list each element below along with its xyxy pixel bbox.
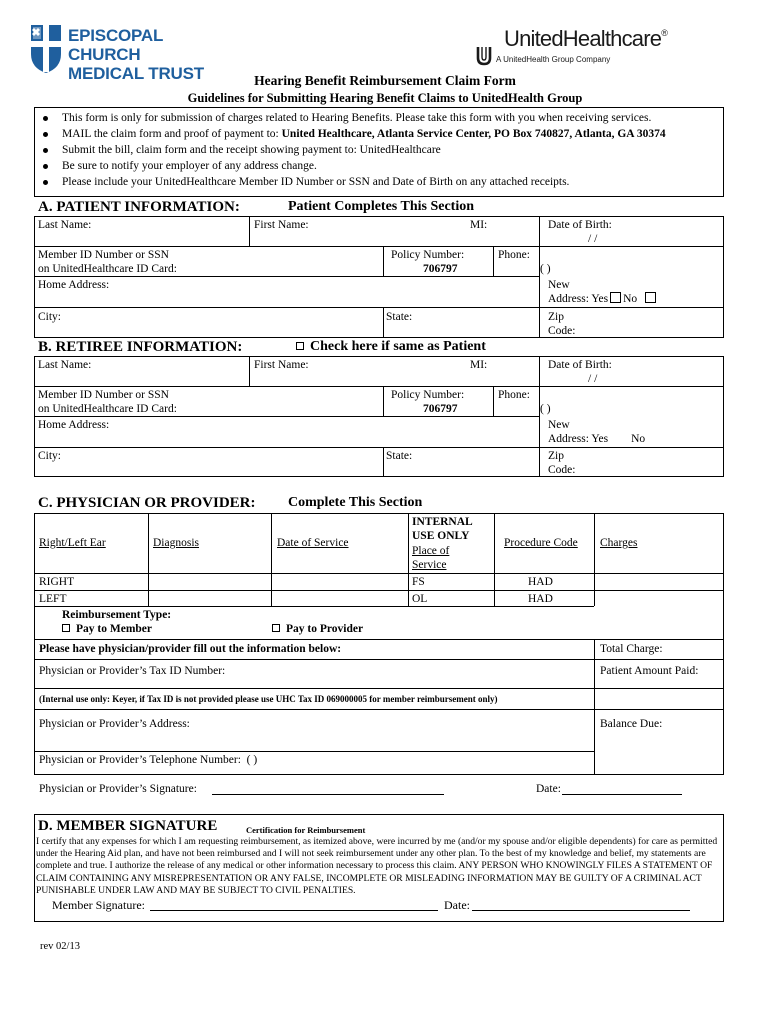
- form-subtitle: Guidelines for Submitting Hearing Benefit Claims to UnitedHealth Group: [187, 91, 583, 105]
- total-charge-label: Total Charge:: [600, 643, 663, 655]
- retiree-new-address-option: Address: Yes No: [548, 433, 646, 445]
- section-d-subheading: Certification for Reimbursement: [246, 825, 366, 835]
- patient-last-name-input[interactable]: [36, 232, 246, 244]
- table-row-pos: FS: [412, 576, 425, 588]
- patient-last-name-label: Last Name:: [38, 219, 92, 231]
- col-header-internal-1: INTERNAL: [412, 516, 473, 528]
- table-row-code: HAD: [528, 593, 553, 605]
- section-b-same-as-patient: Check here if same as Patient: [296, 339, 486, 355]
- section-c-heading: C. PHYSICIAN OR PROVIDER:: [38, 495, 256, 511]
- tax-id-label: Physician or Provider’s Tax ID Number:: [39, 665, 226, 677]
- provider-date-label: Date:: [536, 783, 561, 795]
- reimbursement-type-label: Reimbursement Type:: [62, 609, 172, 621]
- logo-line-1: EPISCOPAL CHURCH: [68, 26, 163, 64]
- guideline-item: Please include your UnitedHealthcare Member ID Number or SSN and Date of Birth on any attached receipts.: [38, 174, 666, 190]
- col-header-ear: Right/Left Ear: [39, 537, 106, 549]
- col-header-procedure: Procedure Code: [504, 537, 578, 549]
- patient-first-name-input[interactable]: [252, 232, 462, 244]
- patient-phone-parens: ( ): [540, 263, 551, 275]
- patient-new-address-no-checkbox[interactable]: [645, 292, 656, 303]
- episcopal-church-medical-trust-logo: [30, 24, 230, 83]
- retiree-new-label: New: [548, 419, 570, 431]
- patient-dob-slashes: / /: [588, 233, 598, 245]
- retiree-mi-label: MI:: [470, 359, 488, 371]
- patient-code-label: Code:: [548, 325, 576, 337]
- retiree-member-id-label-2: on UnitedHealthcare ID Card:: [38, 403, 177, 415]
- table-row-ear: RIGHT: [39, 576, 75, 588]
- retiree-first-name-label: First Name:: [254, 359, 309, 371]
- retiree-dob-label: Date of Birth:: [548, 359, 612, 371]
- guidelines-list: [38, 110, 666, 190]
- uhc-u-icon: [476, 46, 492, 66]
- internal-tax-id-note: (Internal use only: Keyer, if Tax ID is not provided please use UHC Tax ID 069000005 for member reimbursement only): [39, 694, 498, 704]
- col-header-place-2: Service: [412, 559, 447, 571]
- patient-dob-label: Date of Birth:: [548, 219, 612, 231]
- section-d-heading: D. MEMBER SIGNATURE: [38, 818, 218, 834]
- provider-date-line[interactable]: [562, 794, 682, 795]
- pay-to-member-checkbox[interactable]: [62, 624, 70, 632]
- same-as-patient-checkbox[interactable]: [296, 342, 304, 350]
- patient-home-address-label: Home Address:: [38, 279, 110, 291]
- retiree-zip-label: Zip: [548, 450, 564, 462]
- section-a-subheading: Patient Completes This Section: [288, 199, 475, 214]
- provider-fill-out-instruction: Please have physician/provider fill out the information below:: [39, 643, 342, 655]
- retiree-dob-slashes: / /: [588, 373, 598, 385]
- unitedhealthcare-logo: [474, 26, 694, 70]
- table-row-code: HAD: [528, 576, 553, 588]
- member-signature-label: Member Signature:: [52, 898, 145, 912]
- patient-policy-label: Policy Number:: [391, 249, 465, 261]
- patient-state-label: State:: [386, 311, 413, 323]
- retiree-state-label: State:: [386, 450, 413, 462]
- col-header-diagnosis: Diagnosis: [153, 537, 199, 549]
- member-date-label: Date:: [444, 898, 470, 912]
- pay-to-provider-checkbox[interactable]: [272, 624, 280, 632]
- retiree-member-id-label-1: Member ID Number or SSN: [38, 389, 169, 401]
- table-row-pos: OL: [412, 593, 428, 605]
- patient-new-address-yes-checkbox[interactable]: [610, 292, 621, 303]
- provider-telephone-label: Physician or Provider’s Telephone Number: ( ): [39, 754, 258, 766]
- col-header-date-of-service: Date of Service: [277, 537, 349, 549]
- retiree-policy-label: Policy Number:: [391, 389, 465, 401]
- logo-line-2: MEDICAL TRUST: [68, 64, 204, 83]
- section-c-subheading: Complete This Section: [288, 495, 423, 510]
- retiree-city-label: City:: [38, 450, 62, 462]
- patient-zip-label: Zip: [548, 311, 564, 323]
- uhc-tagline: A UnitedHealth Group Company: [496, 55, 611, 64]
- patient-phone-label: Phone:: [498, 249, 530, 261]
- patient-first-name-label: First Name:: [254, 219, 309, 231]
- patient-member-id-label-1: Member ID Number or SSN: [38, 249, 169, 261]
- patient-amount-paid-label: Patient Amount Paid:: [600, 665, 699, 677]
- section-a-heading: A. PATIENT INFORMATION:: [38, 199, 240, 215]
- member-date-line[interactable]: [472, 910, 690, 911]
- mail-address: United Healthcare, Atlanta Service Center, PO Box 740827, Atlanta, GA 30374: [281, 128, 666, 140]
- retiree-home-address-label: Home Address:: [38, 419, 110, 431]
- retiree-phone-label: Phone:: [498, 389, 530, 401]
- patient-new-label: New: [548, 279, 570, 291]
- patient-city-label: City:: [38, 311, 62, 323]
- certification-text: I certify that any expenses for which I am requesting reimbursement, as itemized above, were incurred by me (and/or my spouse and/or eligible dependents) for care as permitted under the Hearing Aid plan, and have not been reimbursed and I will not seek reimbursement under any other plan. To the best of my knowledge and belief, my statements are complete and true. I authorize the release of any medical or other information necessary to process this claim. ANY PERSON WHO KNOWINGLY FILES A STATEMENT OF CLAIM CONTAINING ANY MISREPRESENTATION OR ANY FALSE, INCOMPLETE OR MISLEADING INFORMATION MAY BE GUILTY OF A CRIMINAL ACT PUNISHABLE UNDER LAW AND MAY BE SUBJECT TO CIVIL PENALTIES.: [36, 836, 718, 896]
- patient-member-id-label-2: on UnitedHealthcare ID Card:: [38, 263, 177, 275]
- member-signature-line[interactable]: [150, 910, 438, 911]
- pay-to-provider-option[interactable]: Pay to Provider: [272, 622, 363, 636]
- balance-due-label: Balance Due:: [600, 718, 663, 730]
- section-b-heading: B. RETIREE INFORMATION:: [38, 339, 243, 355]
- uhc-brand-name: UnitedHealthcare®: [504, 26, 668, 51]
- col-header-charges: Charges: [600, 537, 638, 549]
- provider-address-label: Physician or Provider’s Address:: [39, 718, 190, 730]
- provider-signature-label: Physician or Provider’s Signature:: [39, 783, 197, 795]
- retiree-policy-number: 706797: [423, 403, 458, 415]
- retiree-last-name-label: Last Name:: [38, 359, 92, 371]
- table-row-ear: LEFT: [39, 593, 67, 605]
- pay-to-member-option[interactable]: Pay to Member: [62, 622, 152, 636]
- provider-signature-line[interactable]: [212, 794, 444, 795]
- revision-label: rev 02/13: [40, 941, 80, 952]
- retiree-code-label: Code:: [548, 464, 576, 476]
- cross-shield-icon: [30, 24, 62, 74]
- patient-policy-number: 706797: [423, 263, 458, 275]
- patient-new-address-option: Address: Yes No: [548, 292, 658, 306]
- form-title: Hearing Benefit Reimbursement Claim Form: [254, 73, 516, 88]
- patient-mi-label: MI:: [470, 219, 488, 231]
- col-header-place-1: Place of: [412, 545, 450, 557]
- guideline-item: This form is only for submission of charges related to Hearing Benefits. Please take this form with you when receiving services.: [38, 110, 666, 126]
- col-header-internal-2: USE ONLY: [412, 530, 470, 542]
- guideline-item: Be sure to notify your employer of any address change.: [38, 158, 666, 174]
- retiree-phone-parens: ( ): [540, 403, 551, 415]
- guideline-item: MAIL the claim form and proof of payment to: United Healthcare, Atlanta Service Center, PO Box 740827, Atlanta, GA 30374: [38, 126, 666, 142]
- guideline-item: Submit the bill, claim form and the receipt showing payment to: UnitedHealthcare: [38, 142, 666, 158]
